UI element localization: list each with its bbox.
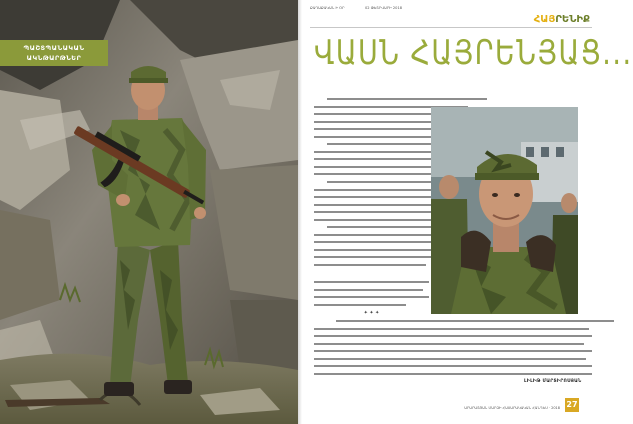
soldier-portrait-photo bbox=[431, 107, 578, 314]
text-line bbox=[314, 348, 592, 356]
section-tag-line1: ՊԱՇՏՊԱՆԱԿԱՆ bbox=[23, 44, 85, 52]
text-line bbox=[314, 333, 592, 341]
article-body-bottom bbox=[314, 318, 592, 378]
text-line bbox=[314, 363, 592, 371]
author-signature: ԼԻԼԻԹ ՄԱՐՏԻՐՈՍՅԱՆ bbox=[524, 379, 582, 384]
page-footer: ԱՐԱՐԱՏՅԱՆ ՄԱՐԶԻ ՀԱՍԱՐԱԿԱԿԱՆ ՀԱՆԴԵՍ · 2018 bbox=[464, 406, 560, 410]
text-line bbox=[314, 371, 592, 379]
text-line bbox=[314, 279, 429, 287]
section-divider-stars: ✦ ✦ ✦ bbox=[363, 310, 380, 316]
article-headline: ՎԱՍՆ ՀԱՅՐԵՆՅԱՑ... bbox=[314, 34, 633, 73]
page-number: 27 bbox=[565, 398, 579, 412]
section-tag bbox=[0, 40, 108, 66]
text-line bbox=[314, 262, 426, 270]
text-line bbox=[314, 302, 406, 310]
text-line bbox=[314, 287, 423, 295]
header-rule bbox=[310, 27, 592, 28]
right-page bbox=[302, 0, 633, 424]
header-date: 02 ՓԵՏՐՎԱՐԻ 2018 bbox=[365, 6, 403, 10]
article-body-lower-left bbox=[314, 279, 429, 318]
brand-part2: ՐԵՆԻՔ bbox=[555, 14, 590, 25]
section-tag-line2: ԱԿՆԹԱՐԹՆԵՐ bbox=[26, 54, 82, 62]
text-line bbox=[314, 326, 589, 334]
brand-part1: ՀԱՅ bbox=[533, 14, 556, 25]
text-line bbox=[314, 356, 586, 364]
left-page bbox=[0, 0, 298, 424]
text-line bbox=[327, 96, 487, 104]
text-line bbox=[314, 294, 429, 302]
header-left: ՔԱՂԱՔԱԿԱՆ Ի ՕՐ bbox=[310, 6, 345, 10]
text-line bbox=[314, 341, 584, 349]
text-line bbox=[336, 318, 614, 326]
magazine-brand bbox=[534, 14, 590, 25]
